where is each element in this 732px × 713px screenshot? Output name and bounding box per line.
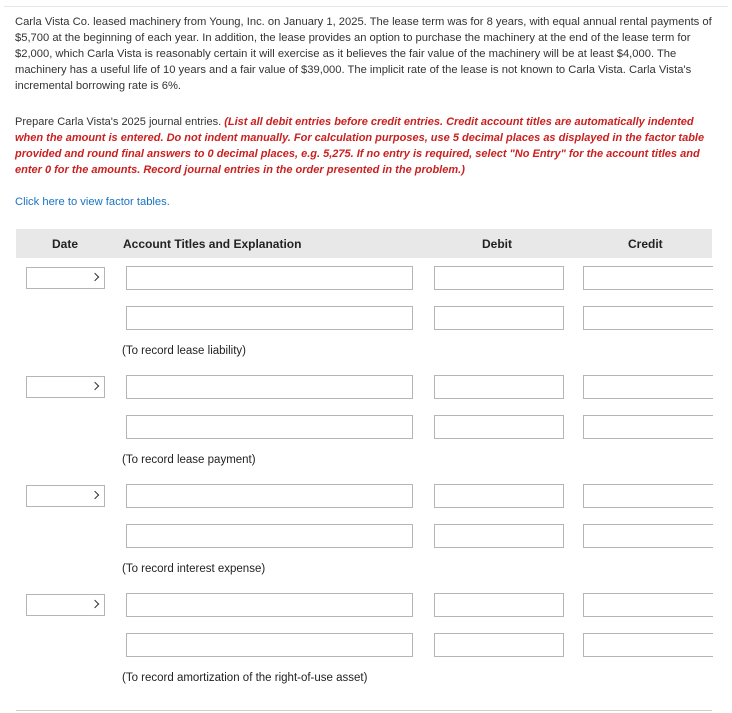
chevron-down-icon bbox=[91, 273, 99, 281]
account-column-header: Account Titles and Explanation bbox=[123, 237, 302, 251]
date-column-header: Date bbox=[52, 237, 79, 251]
entry-2-date-select[interactable] bbox=[26, 376, 105, 398]
entry-1-credit-input-1[interactable] bbox=[583, 266, 713, 290]
instructions bbox=[15, 114, 715, 178]
entry-4-credit-input-1[interactable] bbox=[583, 593, 713, 617]
entry-3-account-input-2[interactable] bbox=[126, 524, 413, 548]
entry-2-account-input-2[interactable] bbox=[126, 415, 413, 439]
entry-4-account-input-2[interactable] bbox=[126, 633, 413, 657]
entry-1-credit-input-2[interactable] bbox=[583, 306, 713, 330]
entry-3-credit-input-1[interactable] bbox=[583, 484, 713, 508]
entry-3-explanation: (To record interest expense) bbox=[122, 563, 266, 575]
entry-1-account-input-2[interactable] bbox=[126, 306, 413, 330]
journal-table-header bbox=[16, 229, 712, 258]
factor-tables-link[interactable]: Click here to view factor tables. bbox=[15, 196, 170, 208]
chevron-down-icon bbox=[91, 382, 99, 390]
problem-statement: Carla Vista Co. leased machinery from Young, Inc. on January 1, 2025. The lease term was for 8 years, with equal annual rental payments of $5,700 at the beginning of each year. In addition, the lease provides an option to purchase the machinery at the end of the lease term for $2,000, which Carla Vista is reasonably certain it will exercise as it believes the fair value of the machinery will be at least $4,000. The machinery has a useful life of 10 years and a fair value of $39,000. The implicit rate of the lease is not known to Carla Vista. Carla Vista's incremental borrowing rate is 6%. bbox=[15, 16, 712, 92]
entry-4-explanation: (To record amortization of the right-of-use asset) bbox=[122, 672, 368, 684]
entry-3-credit-input-2[interactable] bbox=[583, 524, 713, 548]
bottom-divider bbox=[16, 710, 712, 711]
entry-2-debit-input-2[interactable] bbox=[434, 415, 564, 439]
instructions-lead: Prepare Carla Vista's 2025 journal entries. bbox=[15, 116, 222, 128]
entry-3-debit-input-2[interactable] bbox=[434, 524, 564, 548]
entry-1-explanation: (To record lease liability) bbox=[122, 345, 246, 357]
entry-1-debit-input-2[interactable] bbox=[434, 306, 564, 330]
entry-2-debit-input-1[interactable] bbox=[434, 375, 564, 399]
entry-1-account-input-1[interactable] bbox=[126, 266, 413, 290]
chevron-down-icon bbox=[91, 491, 99, 499]
entry-3-date-select[interactable] bbox=[26, 485, 105, 507]
top-divider bbox=[4, 6, 728, 7]
entry-1-date-select[interactable] bbox=[26, 267, 105, 289]
entry-4-credit-input-2[interactable] bbox=[583, 633, 713, 657]
chevron-down-icon bbox=[91, 600, 99, 608]
entry-2-account-input-1[interactable] bbox=[126, 375, 413, 399]
entry-4-debit-input-1[interactable] bbox=[434, 593, 564, 617]
entry-2-credit-input-1[interactable] bbox=[583, 375, 713, 399]
entry-2-credit-input-2[interactable] bbox=[583, 415, 713, 439]
entry-4-account-input-1[interactable] bbox=[126, 593, 413, 617]
entry-4-date-select[interactable] bbox=[26, 594, 105, 616]
entry-3-debit-input-1[interactable] bbox=[434, 484, 564, 508]
debit-column-header: Debit bbox=[482, 237, 512, 251]
entry-2-explanation: (To record lease payment) bbox=[122, 454, 256, 466]
instructions-detail: (List all debit entries before credit entries. Credit account titles are automatically indented when the amount is entered. Do not indent manually. For calculation purposes, use 5 decimal places as displayed in the factor table provided and round final answers to 0 decimal places, e.g. 5,275. If no entry is required, select "No Entry" for the account titles and enter 0 for the amounts. Record journal entries in the order presented in the problem.) bbox=[15, 116, 705, 176]
entry-3-account-input-1[interactable] bbox=[126, 484, 413, 508]
credit-column-header: Credit bbox=[628, 237, 663, 251]
entry-4-debit-input-2[interactable] bbox=[434, 633, 564, 657]
entry-1-debit-input-1[interactable] bbox=[434, 266, 564, 290]
